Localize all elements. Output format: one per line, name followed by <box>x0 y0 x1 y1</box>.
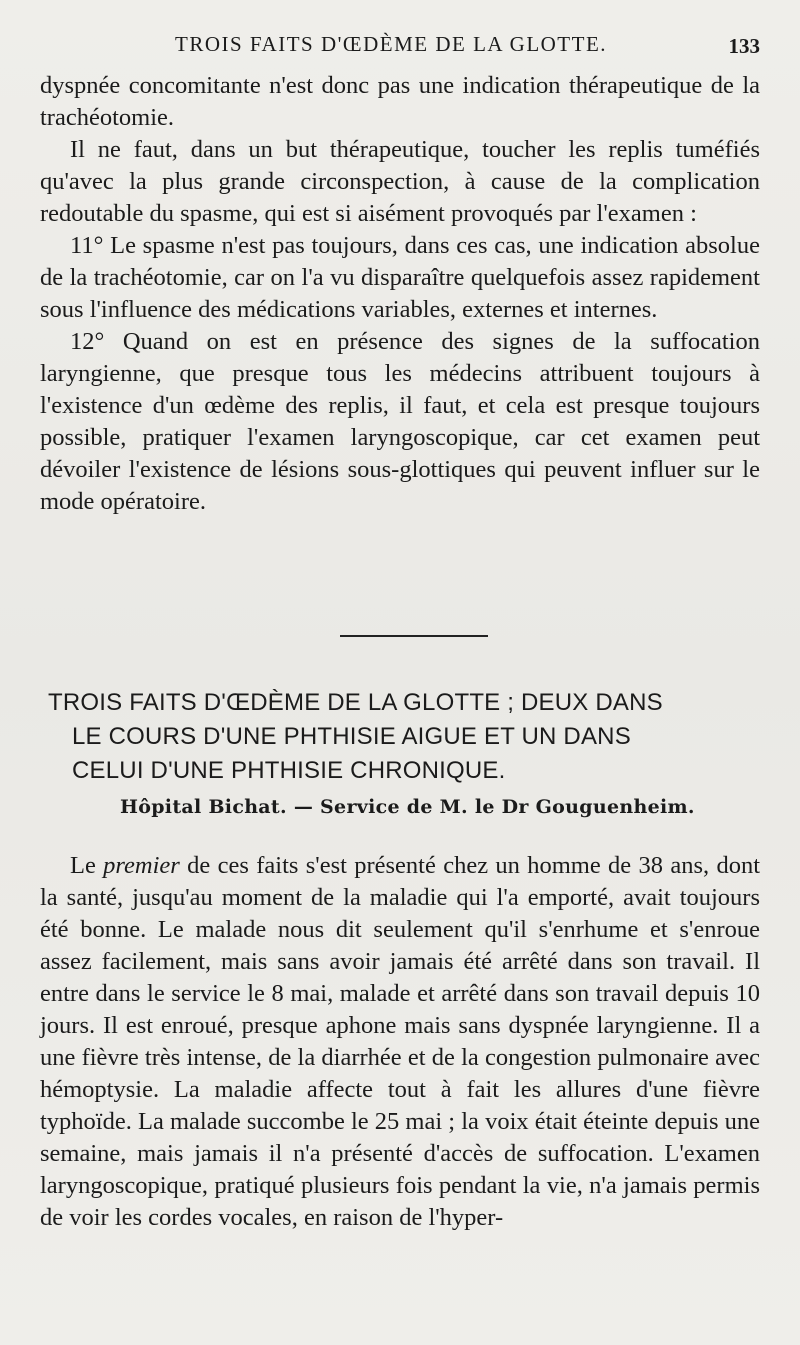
section-heading <box>40 686 760 788</box>
paragraph-conclusion-end: dyspnée concomitante n'est donc pas une indication thérapeutique de la trachéotomie. <box>40 72 760 131</box>
section-divider <box>340 635 488 637</box>
paragraph-point-12: 12° Quand on est en présence des signes de la suffocation laryngienne, que presque tous les médecins attribuent toujours à l'existence d'un œdème des replis, il faut, et cela est presque toujours possible, pratiquer l'examen laryngoscopique, car cet examen peut dévoiler l'existence de lésions sous-glottiques qui peuvent influer sur le mode opératoire. <box>40 328 760 515</box>
top-text-block <box>40 70 760 518</box>
case-emphasis: premier <box>103 852 180 879</box>
paragraph-first-case <box>40 850 760 1234</box>
paragraph-circumspection: Il ne faut, dans un but thérapeutique, toucher les replis tuméfiés qu'avec la plus grande circonspection, à cause de la complication redoutable du spasme, qui est si aisément provoqués par l'examen : <box>40 136 760 227</box>
heading-line-3: CELUI D'UNE PHTHISIE CHRONIQUE. <box>72 757 506 784</box>
heading-line-2: LE COURS D'UNE PHTHISIE AIGUE ET UN DANS <box>72 723 631 750</box>
page-number: 133 <box>728 34 760 58</box>
heading-line-1: TROIS FAITS D'ŒDÈME DE LA GLOTTE ; DEUX DANS <box>48 689 663 716</box>
case-text-block <box>40 850 760 1234</box>
hospital-subheading: Hôpital Bichat. — Service de M. le Dr Gouguenheim. <box>120 796 695 818</box>
case-text: de ces faits s'est présenté chez un homme de 38 ans, dont la santé, jusqu'au moment de la maladie qui l'a emporté, avait toujours été bonne. Le malade nous dit seulement qu'il s'enrhume et s'enroue assez facilement, mais sans avoir jamais été arrêté dans son travail. Il entre dans le service le 8 mai, malade et arrêté dans son travail depuis 10 jours. Il est enroué, presque aphone mais sans dyspnée laryngienne. Il a une fièvre très intense, de la diarrhée et de la congestion pulmonaire avec hémoptysie. La maladie affecte tout à fait les allures d'une fièvre typhoïde. La malade succombe le 25 mai ; la voix était éteinte depuis une semaine, mais jamais il n'a présenté d'accès de suffocation. L'examen laryngoscopique, pratiqué plusieurs fois pendant la vie, n'a jamais permis de voir les cordes vocales, en raison de l'hyper- <box>40 852 760 1231</box>
case-lead: Le <box>70 852 104 879</box>
running-head <box>0 32 800 62</box>
paragraph-point-11: 11° Le spasme n'est pas toujours, dans ces cas, une indication absolue de la trachéotomie, car on l'a vu disparaître quelquefois assez rapidement sous l'influence des médications variables, externes et internes. <box>40 232 760 323</box>
running-title: TROIS FAITS D'ŒDÈME DE LA GLOTTE. <box>175 32 608 56</box>
